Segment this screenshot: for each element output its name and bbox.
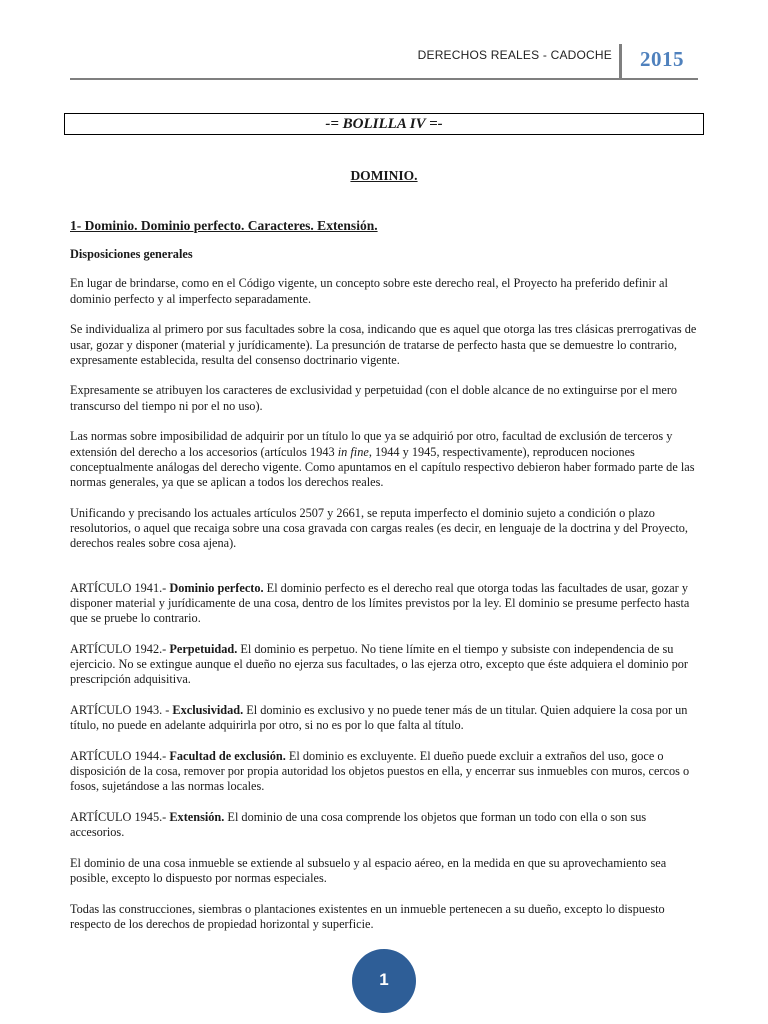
article-text: El dominio es perpetuo. No tiene límite en el tiempo y subsiste con independencia de su ejercicio. No se extingue aunque el dueño no ejerza sus facultades, o las ejerza otro, excepto que éste adquiera el dominio por prescripción adquisitiva.: [70, 641, 689, 687]
page-number-badge: 1: [352, 949, 416, 1013]
article-prefix: ARTÍCULO 1944.-: [70, 748, 170, 763]
article-text: El dominio es exclusivo y no puede tener más de un titular. Quien adquiere la cosa por un título, no puede en adelante adquirirla por otro, si no es por lo que falta al título.: [70, 702, 688, 733]
paragraph: Se individualiza al primero por sus facultades sobre la cosa, indicando que es aquel que otorga las tres clásicas prerrogativas de usar, gozar y disponer (material y jurídicamente). La presunción de tratarse de perfecto hasta que se demuestre lo contrario, expresamente establecida, resulta del consenso doctrinario vigente.: [70, 322, 697, 367]
article-name: Extensión.: [169, 809, 225, 824]
article-text: El dominio de una cosa comprende los objetos que forman un todo con ella o son sus accesorios.: [70, 809, 647, 840]
article-prefix: ARTÍCULO 1941.-: [70, 580, 170, 595]
paragraph-italic: in fine: [337, 444, 369, 459]
paragraph: Todas las construcciones, siembras o plantaciones existentes en un inmueble pertenecen a su dueño, excepto lo dispuesto respecto de los derechos de propiedad horizontal y superficie.: [70, 901, 665, 931]
paragraph: [70, 429, 698, 490]
subheading: Disposiciones generales: [70, 247, 193, 262]
article-text: El dominio perfecto es el derecho real que otorga todas las facultades de usar, gozar y disponer material y jurídicamente de una cosa, dentro de los límites previstos por la ley. El dominio se presume perfecto hasta que se pruebe lo contrario.: [70, 580, 690, 626]
paragraph-text: , 1944 y 1945, respectivamente), reproducen nociones conceptualmente análogas del derecho vigente. Como apuntamos en el capítulo respectivo debieron haber formado parte de las normas generales, ya que se aplican a todos los derechos reales.: [70, 444, 695, 489]
page-header: [70, 40, 698, 80]
section-title: DOMINIO.: [350, 168, 418, 183]
paragraph: Unificando y precisando los actuales artículos 2507 y 2661, se reputa imperfecto el dominio sujeto a condición o plazo resolutorios, o aquel que recaiga sobre una cosa gravada con cargas reales (es decir, en lenguaje de la doctrina y del Proyecto, derechos reales sobre cosa ajena).: [70, 505, 688, 551]
article-1944: [70, 749, 698, 795]
article-prefix: ARTÍCULO 1945.-: [70, 809, 170, 824]
article-name: Facultad de exclusión.: [169, 748, 286, 763]
spacer: [70, 567, 698, 581]
article-name: Exclusividad.: [172, 702, 244, 717]
article-1941: [70, 581, 698, 627]
header-separator: [619, 44, 622, 80]
document-body: [70, 218, 698, 948]
article-name: Perpetuidad.: [169, 641, 238, 656]
paragraph: En lugar de brindarse, como en el Código vigente, un concepto sobre este derecho real, el Proyecto ha preferido definir al dominio perfecto y al imperfecto separadamente.: [70, 276, 668, 306]
article-name: Dominio perfecto.: [169, 580, 264, 595]
subtitle: 1- Dominio. Dominio perfecto. Caracteres. Extensión.: [70, 218, 378, 233]
paragraph-text: Las normas sobre imposibilidad de adquirir por un título lo que ya se adquirió por otro, facultad de exclusión de terceros y extensión del derecho a los accesorios (artículos 1943: [70, 429, 673, 459]
article-prefix: ARTÍCULO 1942.-: [70, 641, 170, 656]
paragraph: Expresamente se atribuyen los caracteres de exclusividad y perpetuidad (con el doble alcance de no extinguirse por el mero transcurso del tiempo ni por el no uso).: [70, 383, 678, 413]
article-prefix: ARTÍCULO 1943. -: [70, 702, 173, 717]
article-1943: [70, 703, 698, 733]
header-title: DERECHOS REALES - CADOCHE: [417, 48, 612, 62]
paragraph: El dominio de una cosa inmueble se extiende al subsuelo y al espacio aéreo, en la medida en que su aprovechamiento sea posible, excepto lo dispuesto por normas especiales.: [70, 855, 667, 886]
article-text: El dominio es excluyente. El dueño puede excluir a extraños del uso, goce o disposición de la cosa, remover por propia autoridad los objetos puestos en ella, y encerrar sus inmuebles con muros, cercos o fosos, sujetándose a las normas locales.: [70, 748, 690, 794]
article-1942: [70, 642, 698, 688]
bolilla-heading: -= BOLILLA IV =-: [64, 113, 704, 135]
article-1945: [70, 810, 698, 840]
header-year: 2015: [640, 47, 684, 71]
